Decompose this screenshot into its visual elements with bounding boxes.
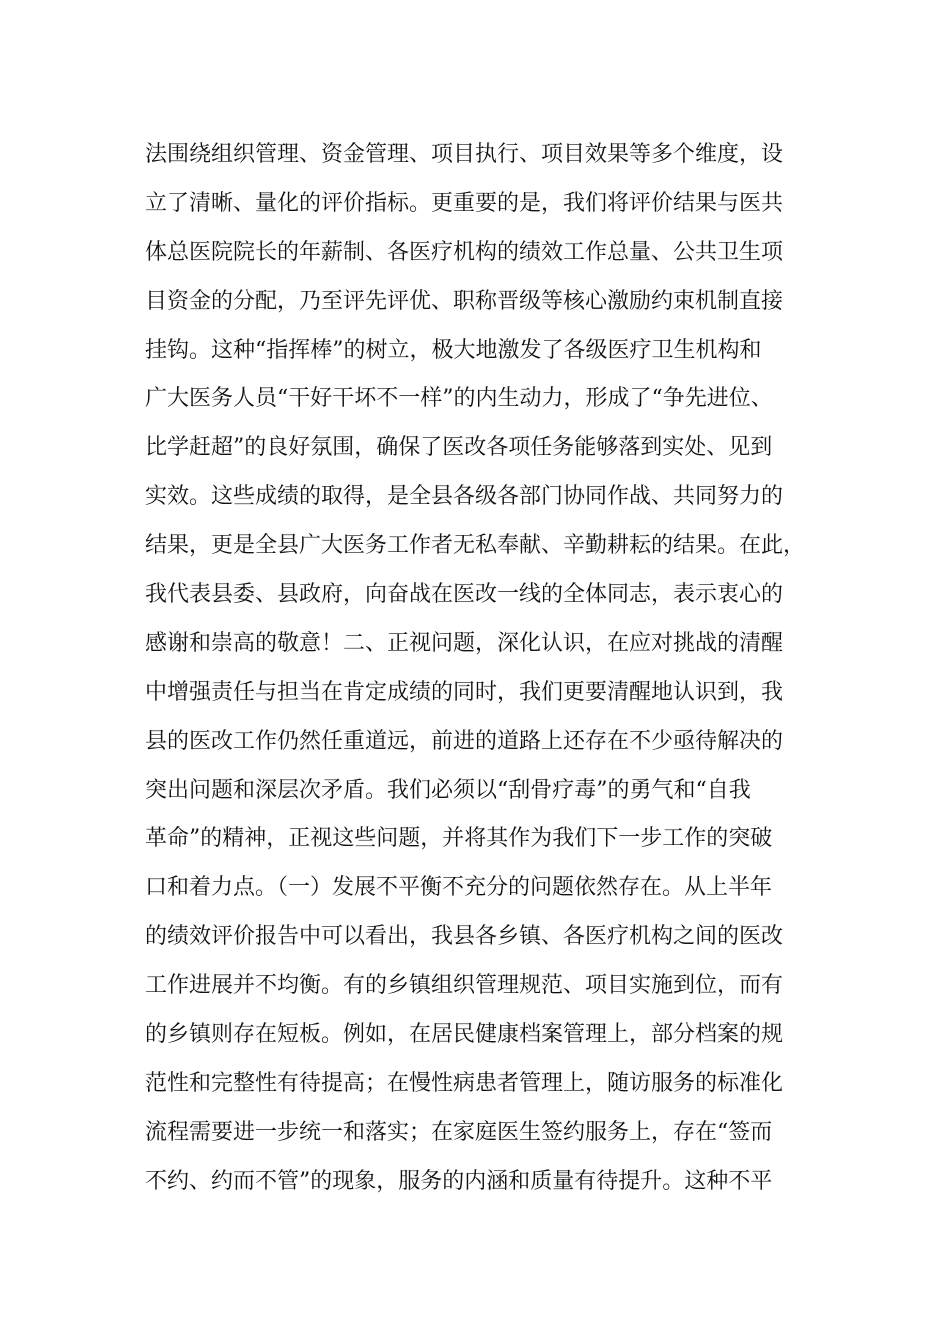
- text-line-4: 目资金的分配，乃至评先评优、职称晋级等核心激励约束机制直接: [145, 288, 784, 314]
- text-line-22: 不约、约而不管”的现象，服务的内涵和质量有待提升。这种不平: [145, 1168, 773, 1194]
- body-text: [145, 131, 815, 1207]
- text-line-3: 体总医院院长的年薪制、各医疗机构的绩效工作总量、公共卫生项: [145, 239, 784, 265]
- text-line-16: 口和着力点。（一）发展不平衡不充分的问题依然存在。从上半年: [145, 875, 773, 901]
- text-line-8: 实效。这些成绩的取得，是全县各级各部门协同作战、共同努力的: [145, 484, 784, 510]
- text-line-2: 立了清晰、量化的评价指标。更重要的是，我们将评价结果与医共: [145, 190, 784, 216]
- text-line-9: 结果，更是全县广大医务工作者无私奉献、辛勤耕耘的结果。在此，: [145, 533, 806, 559]
- text-line-1: 法围绕组织管理、资金管理、项目执行、项目效果等多个维度，设: [145, 142, 784, 167]
- text-line-10: 我代表县委、县政府，向奋战在医改一线的全体同志，表示衷心的: [145, 582, 784, 608]
- text-line-7: 比学赶超”的良好氛围，确保了医改各项任务能够落到实处、见到: [145, 435, 773, 461]
- text-line-12: 中增强责任与担当在肯定成绩的同时，我们更要清醒地认识到，我: [145, 679, 784, 705]
- text-line-13: 县的医改工作仍然任重道远，前进的道路上还存在不少亟待解决的: [145, 728, 784, 754]
- text-line-17: 的绩效评价报告中可以看出，我县各乡镇、各医疗机构之间的医改: [145, 924, 784, 950]
- text-line-6: 广大医务人员“干好干坏不一样”的内生动力，形成了“争先进位、: [145, 386, 773, 412]
- text-line-21: 流程需要进一步统一和落实；在家庭医生签约服务上，存在“签而: [145, 1119, 773, 1145]
- text-line-19: 的乡镇则存在短板。例如，在居民健康档案管理上，部分档案的规: [145, 1022, 784, 1048]
- text-line-5: 挂钩。这种“指挥棒”的树立，极大地激发了各级医疗卫生机构和: [145, 337, 762, 363]
- text-line-20: 范性和完整性有待提高；在慢性病患者管理上，随访服务的标准化: [145, 1070, 784, 1096]
- text-line-18: 工作进展并不均衡。有的乡镇组织管理规范、项目实施到位，而有: [145, 973, 784, 999]
- text-line-14: 突出问题和深层次矛盾。我们必须以“刮骨疗毒”的勇气和“自我: [145, 777, 751, 803]
- text-line-11: 感谢和崇高的敬意！二、正视问题，深化认识，在应对挑战的清醒: [145, 630, 784, 656]
- text-line-15: 革命”的精神，正视这些问题，并将其作为我们下一步工作的突破: [145, 826, 773, 852]
